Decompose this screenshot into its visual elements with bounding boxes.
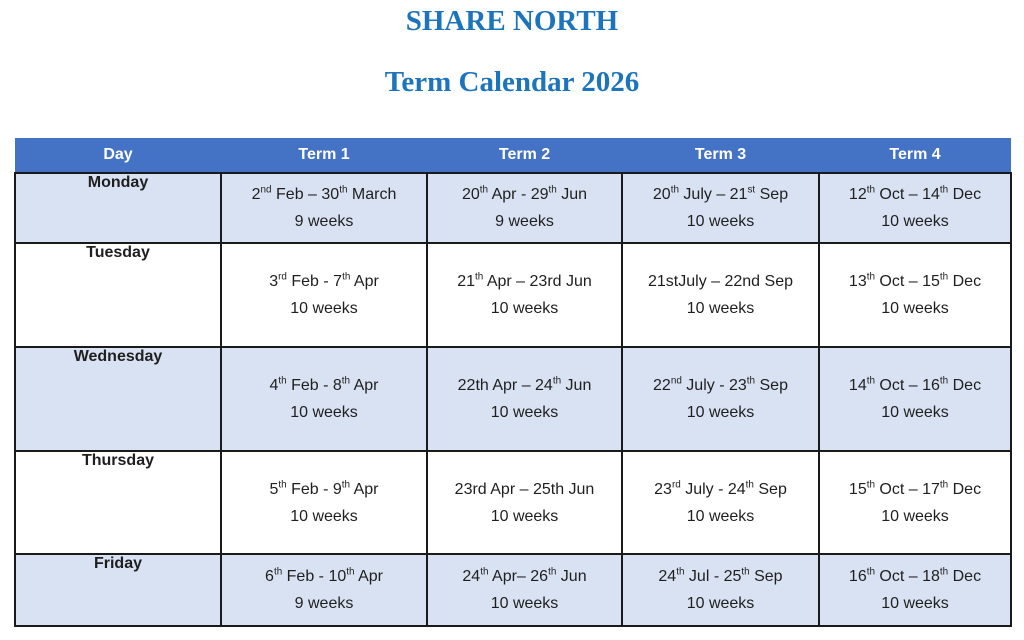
date-range: 21stJuly – 22nd Sep	[648, 273, 793, 290]
cell-monday-term3	[622, 173, 819, 243]
weeks-count: 10 weeks	[290, 300, 358, 317]
day-cell-monday: Monday	[15, 173, 221, 243]
weeks-count: 10 weeks	[686, 213, 755, 230]
cell-wednesday-term4	[819, 347, 1011, 451]
weeks-count: 10 weeks	[490, 404, 559, 421]
weeks-count: 10 weeks	[686, 404, 755, 421]
org-title: SHARE NORTH	[405, 5, 619, 37]
cell-wednesday-term2	[427, 347, 622, 451]
date-range: 2nd Feb – 30th March	[251, 184, 397, 203]
date-range: 20th Apr - 29th Jun	[461, 184, 588, 203]
col-header-day: Day	[15, 138, 221, 173]
cell-tuesday-term1	[221, 243, 427, 347]
weeks-count: 10 weeks	[881, 404, 949, 421]
cell-monday-term4	[819, 173, 1011, 243]
weeks-count: 10 weeks	[490, 507, 559, 525]
cell-tuesday-term2	[427, 243, 622, 347]
date-range: 5th Feb - 9th Apr	[269, 479, 379, 498]
cell-tuesday-term3	[622, 243, 819, 347]
date-range: 22nd July - 23th Sep	[653, 375, 788, 394]
cell-thursday-term2	[427, 451, 622, 554]
date-range: 13th Oct – 15th Dec	[848, 271, 982, 290]
col-header-term4: Term 4	[819, 138, 1011, 173]
weeks-count: 10 weeks	[686, 300, 755, 317]
weeks-count: 10 weeks	[290, 507, 358, 525]
date-range: 14th Oct – 16th Dec	[848, 375, 982, 394]
weeks-count: 10 weeks	[490, 300, 559, 317]
day-cell-thursday: Thursday	[15, 451, 221, 554]
cell-thursday-term3	[622, 451, 819, 554]
date-range: 23rd July - 24th Sep	[654, 479, 787, 498]
date-range: 3rd Feb - 7th Apr	[269, 271, 379, 290]
term-calendar-table	[14, 138, 1012, 627]
cell-wednesday-term3	[622, 347, 819, 451]
col-header-term2: Term 2	[427, 138, 622, 173]
table-row-wednesday	[15, 347, 1011, 451]
cell-monday-term2	[427, 173, 622, 243]
date-range: 4th Feb - 8th Apr	[269, 375, 379, 394]
date-range: 23rd Apr – 25th Jun	[454, 480, 595, 498]
cell-monday-term1	[221, 173, 427, 243]
weeks-count: 10 weeks	[490, 595, 559, 612]
weeks-count: 9 weeks	[294, 213, 354, 230]
date-range: 16th Oct – 18th Dec	[848, 566, 982, 585]
date-range: 6th Feb - 10th Apr	[265, 566, 383, 585]
col-header-term3: Term 3	[622, 138, 819, 173]
weeks-count: 10 weeks	[881, 507, 949, 525]
day-cell-friday: Friday	[15, 554, 221, 626]
weeks-count: 10 weeks	[881, 595, 949, 612]
date-range: 15th Oct – 17th Dec	[848, 479, 982, 498]
weeks-count: 10 weeks	[686, 507, 755, 525]
cell-friday-term3	[622, 554, 819, 626]
day-cell-tuesday: Tuesday	[15, 243, 221, 347]
weeks-count: 9 weeks	[495, 213, 554, 230]
date-range: 24th Apr– 26th Jun	[462, 566, 587, 585]
cell-friday-term1	[221, 554, 427, 626]
weeks-count: 10 weeks	[881, 213, 949, 230]
date-range: 21th Apr – 23rd Jun	[457, 271, 592, 290]
col-header-term1: Term 1	[221, 138, 427, 173]
weeks-count: 9 weeks	[294, 595, 354, 612]
date-range: 22th Apr – 24th Jun	[457, 375, 592, 394]
day-cell-wednesday: Wednesday	[15, 347, 221, 451]
cell-wednesday-term1	[221, 347, 427, 451]
date-range: 24th Jul - 25th Sep	[658, 566, 783, 585]
table-header-row	[15, 138, 1011, 173]
cell-thursday-term4	[819, 451, 1011, 554]
weeks-count: 10 weeks	[881, 300, 949, 317]
date-range: 12th Oct – 14th Dec	[848, 184, 982, 203]
table-row-tuesday	[15, 243, 1011, 347]
table-row-thursday	[15, 451, 1011, 554]
table-row-friday	[15, 554, 1011, 626]
cell-tuesday-term4	[819, 243, 1011, 347]
weeks-count: 10 weeks	[290, 404, 358, 421]
cell-friday-term2	[427, 554, 622, 626]
weeks-count: 10 weeks	[686, 595, 755, 612]
table-row-monday	[15, 173, 1011, 243]
cell-thursday-term1	[221, 451, 427, 554]
date-range: 20th July – 21st Sep	[652, 184, 789, 203]
doc-title: Term Calendar 2026	[384, 66, 640, 98]
cell-friday-term4	[819, 554, 1011, 626]
